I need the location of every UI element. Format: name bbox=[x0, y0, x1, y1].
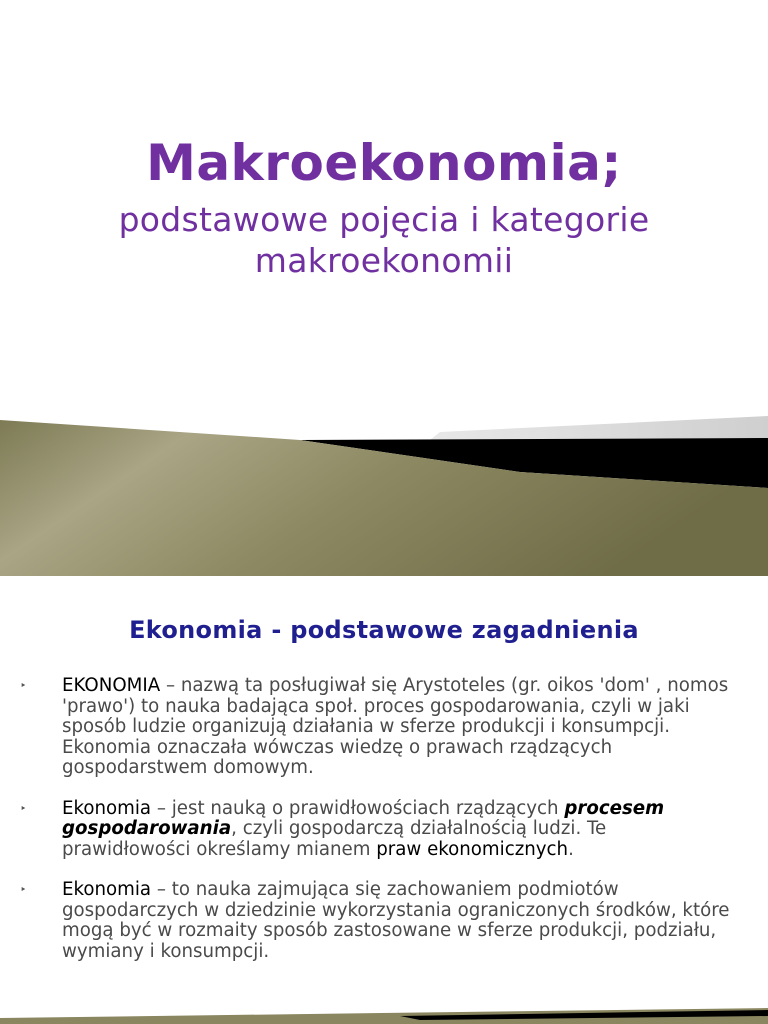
decorative-band bbox=[0, 408, 768, 576]
slide-subtitle-line-2: makroekonomii bbox=[254, 241, 514, 280]
bullet-term: Ekonomia bbox=[62, 797, 152, 819]
bullet-arrow-icon: ‣ bbox=[20, 679, 27, 692]
content-slide bbox=[0, 576, 768, 1024]
title-block bbox=[0, 128, 768, 280]
bullet-term: Ekonomia bbox=[62, 879, 152, 900]
slide-title: Makroekonomia; bbox=[146, 134, 622, 192]
bullet-text: – jest nauką o prawidłowościach rządzących bbox=[151, 797, 565, 819]
bullet-arrow-icon: ‣ bbox=[20, 883, 27, 896]
bullet-text: – nazwą ta posługiwał się Arystoteles (gr. oikos 'dom' , nomos 'prawo') to nauka badająca społ. proces gospodarowania, czyli w jaki sposób ludzie organizują działania w sferze produkcji i konsumpcji. Ekonomia oznaczała wówczas wiedzę o prawach rządzących gospodarstwem domowym. bbox=[62, 675, 729, 778]
list-item bbox=[0, 880, 768, 962]
list-item bbox=[0, 799, 768, 861]
bullet-text: , czyli gospodarczą działalnością ludzi. Te prawidłowości określamy mianem bbox=[62, 818, 607, 860]
bullet-term: EKONOMIA bbox=[62, 675, 161, 696]
bullet-text: . bbox=[568, 838, 574, 860]
decorative-band-bottom bbox=[0, 994, 768, 1024]
bullet-text: – to nauka zajmująca się zachowaniem podmiotów gospodarczych w dziedzinie wykorzystania ograniczonych środków, które mogą być w rozmaity sposób zastosowane w sferze produkcji, podziału, wymiany i konsumpcji. bbox=[62, 879, 730, 962]
list-item bbox=[0, 676, 768, 779]
bullet-list bbox=[0, 676, 768, 982]
bullet-emphasis: procesem gospodarowania bbox=[62, 797, 665, 839]
slide-subtitle-line-1: podstawowe pojęcia i kategorie bbox=[118, 200, 650, 239]
bullet-arrow-icon: ‣ bbox=[20, 801, 27, 815]
bullet-highlight: praw ekonomicznych bbox=[376, 838, 569, 860]
content-slide-title: Ekonomia - podstawowe zagadnienia bbox=[129, 616, 639, 644]
